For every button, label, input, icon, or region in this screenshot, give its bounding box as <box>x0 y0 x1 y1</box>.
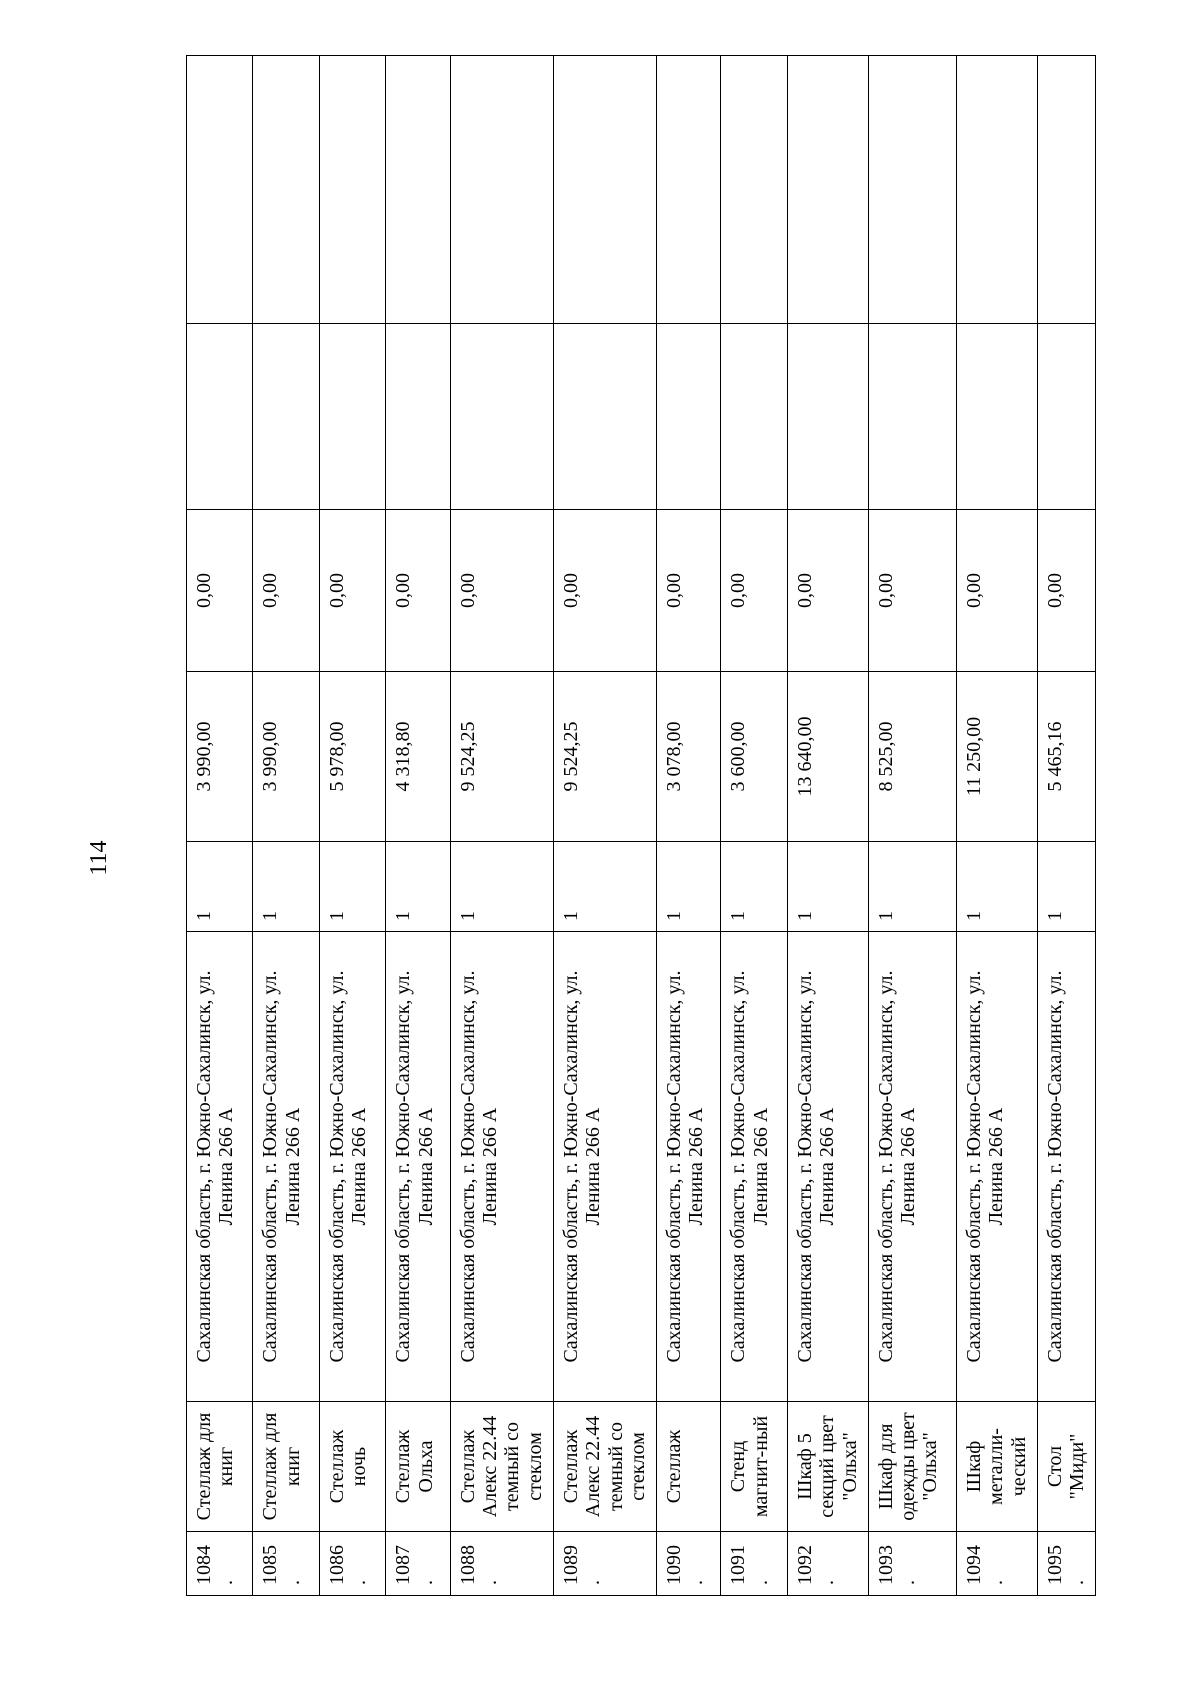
item-cost: 3 990,00 <box>187 672 253 842</box>
empty-cell-b <box>319 56 385 324</box>
item-name: Шкаф для одежды цвет "Ольха" <box>868 1402 957 1532</box>
item-quantity: 1 <box>1037 842 1095 932</box>
row-number: 1090. <box>657 1532 721 1596</box>
table-row <box>657 56 721 1596</box>
empty-cell-b <box>957 56 1038 324</box>
empty-cell-b <box>386 56 450 324</box>
row-number: 1084. <box>187 1532 253 1596</box>
table-wrapper <box>186 56 1096 1596</box>
item-quantity: 1 <box>657 842 721 932</box>
item-address: Сахалинская область, г. Южно-Сахалинск, ул. Ленина 266 А <box>386 932 450 1402</box>
item-cost: 8 525,00 <box>868 672 957 842</box>
item-depreciation: 0,00 <box>957 510 1038 672</box>
item-cost: 9 524,25 <box>450 672 553 842</box>
row-number: 1089. <box>553 1532 656 1596</box>
empty-cell-a <box>868 324 957 510</box>
item-quantity: 1 <box>553 842 656 932</box>
empty-cell-a <box>386 324 450 510</box>
item-quantity: 1 <box>957 842 1038 932</box>
item-address: Сахалинская область, г. Южно-Сахалинск, ул. Ленина 266 А <box>450 932 553 1402</box>
item-quantity: 1 <box>386 842 450 932</box>
item-depreciation: 0,00 <box>721 510 787 672</box>
item-depreciation: 0,00 <box>187 510 253 672</box>
row-number: 1088. <box>450 1532 553 1596</box>
item-cost: 9 524,25 <box>553 672 656 842</box>
item-name: Шкаф 5 секций цвет "Ольха" <box>787 1402 868 1532</box>
item-address: Сахалинская область, г. Южно-Сахалинск, ул. Ленина 266 А <box>319 932 385 1402</box>
empty-cell-a <box>187 324 253 510</box>
table-row <box>253 56 319 1596</box>
empty-cell-a <box>721 324 787 510</box>
empty-cell-b <box>657 56 721 324</box>
empty-cell-a <box>253 324 319 510</box>
item-name: Стеллаж <box>657 1402 721 1532</box>
item-quantity: 1 <box>319 842 385 932</box>
item-depreciation: 0,00 <box>253 510 319 672</box>
table-row <box>386 56 450 1596</box>
item-depreciation: 0,00 <box>319 510 385 672</box>
item-name: Стол "Миди" <box>1037 1402 1095 1532</box>
empty-cell-b <box>721 56 787 324</box>
item-address: Сахалинская область, г. Южно-Сахалинск, ул. Ленина 266 А <box>787 932 868 1402</box>
row-number: 1085. <box>253 1532 319 1596</box>
item-name: Стеллаж для книг <box>253 1402 319 1532</box>
item-quantity: 1 <box>450 842 553 932</box>
item-depreciation: 0,00 <box>787 510 868 672</box>
item-quantity: 1 <box>253 842 319 932</box>
inventory-table <box>186 55 1096 1596</box>
item-quantity: 1 <box>868 842 957 932</box>
item-address: Сахалинская область, г. Южно-Сахалинск, ул. Ленина 266 А <box>657 932 721 1402</box>
empty-cell-b <box>868 56 957 324</box>
item-cost: 5 978,00 <box>319 672 385 842</box>
empty-cell-a <box>450 324 553 510</box>
item-address: Сахалинская область, г. Южно-Сахалинск, ул. Ленина 266 А <box>721 932 787 1402</box>
item-name: Стеллаж для книг <box>187 1402 253 1532</box>
item-address: Сахалинская область, г. Южно-Сахалинск, ул. <box>1037 932 1095 1402</box>
row-number: 1095. <box>1037 1532 1095 1596</box>
item-depreciation: 0,00 <box>386 510 450 672</box>
table-row <box>787 56 868 1596</box>
empty-cell-b <box>450 56 553 324</box>
item-name: Стеллаж Алекс 22.44 темный со стеклом <box>450 1402 553 1532</box>
item-depreciation: 0,00 <box>450 510 553 672</box>
item-quantity: 1 <box>787 842 868 932</box>
row-number: 1087. <box>386 1532 450 1596</box>
item-address: Сахалинская область, г. Южно-Сахалинск, ул. Ленина 266 А <box>957 932 1038 1402</box>
item-depreciation: 0,00 <box>868 510 957 672</box>
item-quantity: 1 <box>187 842 253 932</box>
item-cost: 11 250,00 <box>957 672 1038 842</box>
item-depreciation: 0,00 <box>553 510 656 672</box>
item-address: Сахалинская область, г. Южно-Сахалинск, ул. Ленина 266 А <box>553 932 656 1402</box>
table-body <box>187 56 1096 1596</box>
table-row <box>553 56 656 1596</box>
item-cost: 4 318,80 <box>386 672 450 842</box>
item-cost: 3 600,00 <box>721 672 787 842</box>
empty-cell-a <box>553 324 656 510</box>
item-cost: 3 078,00 <box>657 672 721 842</box>
table-row <box>187 56 253 1596</box>
item-cost: 13 640,00 <box>787 672 868 842</box>
table-row <box>721 56 787 1596</box>
item-depreciation: 0,00 <box>1037 510 1095 672</box>
item-cost: 3 990,00 <box>253 672 319 842</box>
row-number: 1092. <box>787 1532 868 1596</box>
empty-cell-a <box>787 324 868 510</box>
item-depreciation: 0,00 <box>657 510 721 672</box>
item-name: Стенд магнит-ный <box>721 1402 787 1532</box>
item-address: Сахалинская область, г. Южно-Сахалинск, ул. Ленина 266 А <box>187 932 253 1402</box>
item-name: Стеллаж Ольха <box>386 1402 450 1532</box>
item-address: Сахалинская область, г. Южно-Сахалинск, ул. Ленина 266 А <box>868 932 957 1402</box>
item-name: Шкаф металли-ческий <box>957 1402 1038 1532</box>
item-name: Стеллаж ночь <box>319 1402 385 1532</box>
row-number: 1093. <box>868 1532 957 1596</box>
table-row <box>450 56 553 1596</box>
empty-cell-b <box>553 56 656 324</box>
empty-cell-b <box>187 56 253 324</box>
table-row <box>319 56 385 1596</box>
empty-cell-b <box>253 56 319 324</box>
table-row <box>957 56 1038 1596</box>
empty-cell-a <box>657 324 721 510</box>
row-number: 1091. <box>721 1532 787 1596</box>
row-number: 1086. <box>319 1532 385 1596</box>
item-cost: 5 465,16 <box>1037 672 1095 842</box>
row-number: 1094. <box>957 1532 1038 1596</box>
empty-cell-b <box>1037 56 1095 324</box>
empty-cell-a <box>319 324 385 510</box>
page-number: 114 <box>85 840 112 876</box>
empty-cell-b <box>787 56 868 324</box>
item-quantity: 1 <box>721 842 787 932</box>
empty-cell-a <box>957 324 1038 510</box>
table-row <box>1037 56 1095 1596</box>
table-row <box>868 56 957 1596</box>
item-address: Сахалинская область, г. Южно-Сахалинск, ул. Ленина 266 А <box>253 932 319 1402</box>
empty-cell-a <box>1037 324 1095 510</box>
rotated-table-container <box>186 56 1096 1596</box>
item-name: Стеллаж Алекс 22.44 темный со стеклом <box>553 1402 656 1532</box>
